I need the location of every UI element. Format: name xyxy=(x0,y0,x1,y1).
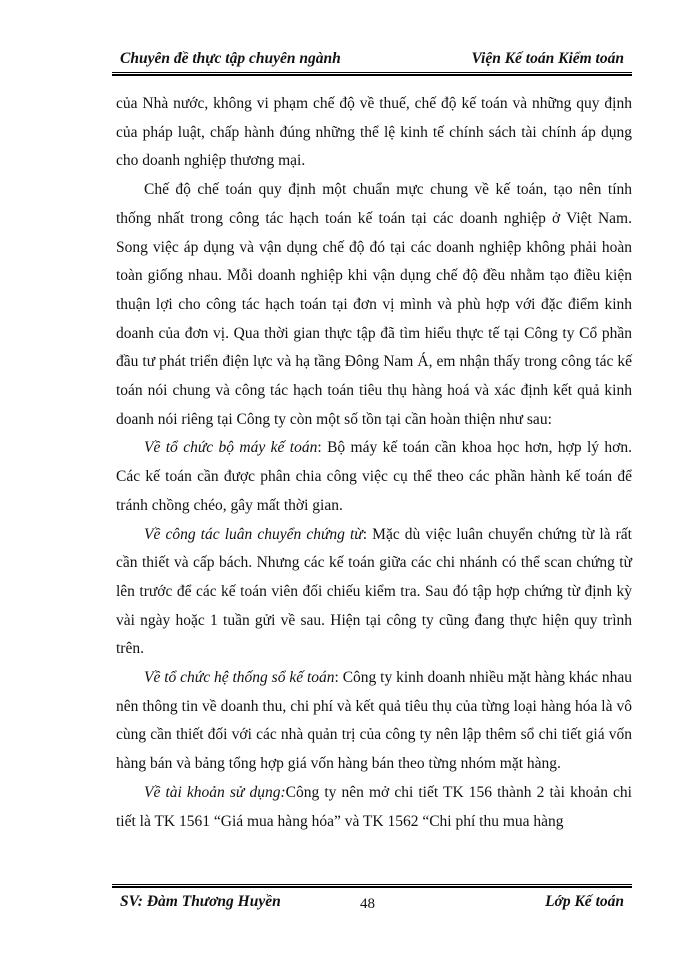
paragraph xyxy=(116,90,632,176)
paragraph-lead: Về tổ chức bộ máy kế toán xyxy=(144,439,318,457)
paragraph-text: Công ty nên mở chi tiết TK 156 thành 2 tài khoản chi tiết là TK 1561 “Giá mua hàng hóa” và TK 1562 “Chi phí thu mua hàng xyxy=(116,783,632,830)
paragraph-lead: Về tổ chức hệ thống sổ kế toán xyxy=(144,669,335,687)
header-right-title: Viện Kế toán Kiểm toán xyxy=(471,50,624,67)
footer-student-name: SV: Đàm Thương Huyền xyxy=(120,893,281,910)
body-text xyxy=(116,90,632,836)
paragraph xyxy=(116,434,632,520)
paragraph-text: : Mặc dù việc luân chuyển chứng từ là rất cần thiết và cấp bách. Nhưng các kế toán giữa các chi nhánh có thể scan chứng từ lên trước để các kế toán viên đối chiếu kiểm tra. Sau đó tập hợp chứng từ định kỳ vài ngày hoặc 1 tuần gửi về sau. Hiện tại công ty cũng đang thực hiện quy trình trên. xyxy=(116,525,632,658)
footer-class-name: Lớp Kế toán xyxy=(545,893,624,910)
paragraph xyxy=(116,521,632,665)
page-number: 48 xyxy=(360,896,375,912)
paragraph-text: của Nhà nước, không vi phạm chế độ về thuế, chế độ kế toán và những quy định của pháp luật, chấp hành đúng những thể lệ kinh tế chính sách tài chính áp dụng cho doanh nghiệp thương mại. xyxy=(116,95,632,170)
paragraph-text: : Công ty kinh doanh nhiều mặt hàng khác nhau nên thông tin về doanh thu, chi phí và kết quả tiêu thụ của từng loại hàng hóa là vô cùng cần thiết đối với các nhà quản trị của công ty nên lập thêm sổ chi tiết giá vốn hàng bán và bảng tổng hợp giá vốn hàng bán theo từng nhóm mặt hàng. xyxy=(116,669,632,773)
paragraph-text: : Bộ máy kế toán cần khoa học hơn, hợp lý hơn. Các kế toán cần được phân chia công việc cụ thể theo các phần hành kế toán để tránh chồng chéo, gây mất thời gian. xyxy=(116,439,633,514)
paragraph-lead: Về công tác luân chuyển chứng từ xyxy=(144,525,363,543)
paragraph xyxy=(116,779,632,836)
paragraph-text: Chế độ chế toán quy định một chuẩn mực chung về kế toán, tạo nên tính thống nhất trong công tác hạch toán kế toán tại các doanh nghiệp ở Việt Nam. Song việc áp dụng và vận dụng chế độ đó tại các doanh nghiệp không phải hoàn toàn giống nhau. Mỗi doanh nghiệp khi vận dụng chế độ đều nhằm tạo điều kiện thuận lợi cho công tác hạch toán tại đơn vị mình và phù hợp với đặc điểm kinh doanh của đơn vị. Qua thời gian thực tập đã tìm hiểu thực tế tại Công ty Cổ phần đầu tư phát triển điện lực và hạ tầng Đông Nam Á, em nhận thấy trong công tác kế toán nói chung và công tác hạch toán tiêu thụ hàng hoá và xác định kết quả kinh doanh nói riêng tại Công ty còn một số tồn tại cần hoàn thiện như sau: xyxy=(116,181,632,428)
header-left-title: Chuyên đề thực tập chuyên ngành xyxy=(120,50,341,67)
paragraph xyxy=(116,176,632,434)
header-rule xyxy=(112,72,632,76)
paragraph xyxy=(116,664,632,779)
footer-rule xyxy=(112,884,632,888)
paragraph-lead: Về tài khoản sử dụng: xyxy=(144,783,286,801)
